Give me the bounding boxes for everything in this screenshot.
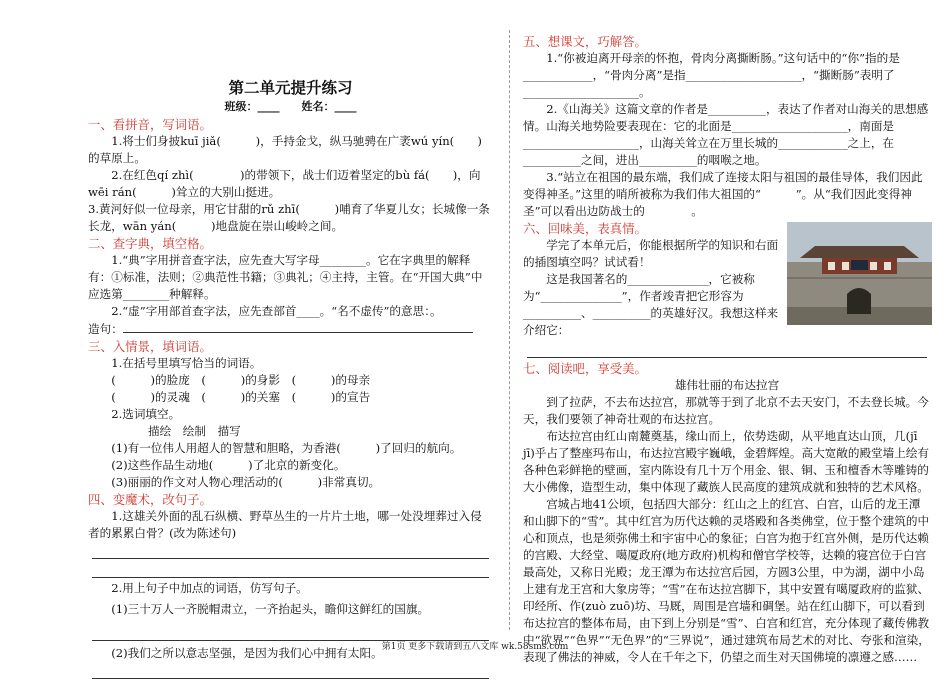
s2-sentence-label: 造句： xyxy=(88,322,123,336)
s4-answer-line-3[interactable] xyxy=(92,624,489,641)
reading-para-3: 宫城占地41公顷，包括四大部分：红山之上的红宫、白宫，山后的龙王潭和山脚下的“雪”。其中红宫为历代达赖的灵塔殿和各类佛堂，位于整个建筑的中心和顶点，也是须弥佛土和宇宙中心的象征；白宫为抱于红宫外侧，是历代达赖的宫殿、大经堂、噶厦政府(地方政府)机构和僧官学校等，达赖的寝宫位于白宫最高处，又称日光殿；龙王潭为布达拉宫后园，方圆3公里，中为湖，湖中小岛上建有龙王宫和大象房等；“雪”在布达拉宫脚下，其中安置有噶厦政府的监狱、印经所、作(zuò zuō)坊、马厩，周围是宫墙和碉堡。站在红山脚下，可以看到布达拉宫的整体布局，由下到上分别是“雪”、白宫和红宫，充分体现了藏传佛教中“欲界”“色界”“无色界”的“三界说”，通过建筑布局艺术的对比、夸张和渲染，表现了佛法的神威，令人在千年之下，仍望之而生对天国佛境的凛遵之感…… xyxy=(523,497,930,664)
s2-answer-blank[interactable] xyxy=(123,320,473,333)
reading-title: 雄伟壮丽的布达拉宫 xyxy=(674,378,780,392)
s3-word-choices: 描绘 绘制 描写 xyxy=(148,424,241,438)
s4-q2: (2)我们之所以意志坚强，是因为我们心中拥有太阳。 xyxy=(111,646,383,660)
s2-sentence-line[interactable] xyxy=(88,320,493,338)
s5-item-3: 3.“站立在祖国的最东端，我们成了连接太阳与祖国的最佳导体，我们因此变得神圣。”这里的哨所被称为我们伟大祖国的“ ”。从“我们因此变得神圣”可以看出边防战士的 。 xyxy=(523,170,923,218)
plaque xyxy=(851,260,868,270)
section-6-heading: 六、回味美，表真情。 xyxy=(523,221,647,236)
shanhaiguan-gate-image xyxy=(787,222,932,325)
s4-item-1: 1.这雄关外面的乱石纵横、野草丛生的一片片土地，哪一处没埋葬过入侵者的累累白骨？(改为陈述句) xyxy=(88,509,482,540)
s6-text-block xyxy=(523,237,781,339)
s3-item-2: 2.选词填空。 xyxy=(111,407,181,421)
s3-item-1: 1.在括号里填写恰当的词语。 xyxy=(111,356,262,370)
gate-arch xyxy=(847,288,871,314)
s2-item-1: 1.“典”字用拼音查字法，应先查大写字母________。它在字典里的解释有：①标准，法则；②典范性书籍；③典礼；④主持，主管。在“开国大典”中应选第________种解释。 xyxy=(88,253,483,301)
left-column xyxy=(88,0,493,681)
page-title: 第二单元提升练习 xyxy=(228,79,353,97)
s1-item-2: 2.在红色qí zhì( )的带领下，战士们迈着坚定的bù fá( )，向wēi rán( )耸立的大别山挺进。 xyxy=(88,168,481,199)
s6-fill: 这是我国著名的______________，它被称为“______________”，作者竣青把它形容为__________、__________的英雄好汉。我想这样来介绍它： xyxy=(523,272,779,337)
s3-q3: (3)丽丽的作文对人物心理活动的( )非常真切。 xyxy=(111,475,381,489)
s3-q2: (2)这些作品生动地( )了北京的新变化。 xyxy=(111,458,346,472)
gate-illustration xyxy=(787,222,932,325)
section-1-heading: 一、看拼音，写词语。 xyxy=(88,117,212,132)
s3-q1: (1)有一位伟人用超人的智慧和胆略，为香港( )了回归的航向。 xyxy=(111,441,462,455)
s3-row-2: ( )的灵魂 ( )的关塞 ( )的宣告 xyxy=(111,390,371,404)
roof xyxy=(800,246,919,258)
name-class-line: 班级：____ 姓名：____ xyxy=(224,100,357,113)
section-2-heading: 二、查字典，填空格。 xyxy=(88,236,212,251)
column-divider xyxy=(509,30,510,630)
reading-para-2: 布达拉宫由红山南麓奠基，缘山而上，依势迭砌，从平地直达山顶，几(jī jī)乎占了整座玛布山，布达拉宫殿宇巍峨，金碧辉煌。高大宽敞的殿堂墙上绘有各种色彩鲜艳的壁画，室内陈设有几十万个用金、银、铜、玉和檀香木等雕铸的大小佛像，造型生动，集中体现了藏族人民高度的建筑成就和独特的艺术风格。 xyxy=(523,429,930,494)
s4-answer-line-1[interactable] xyxy=(92,542,489,559)
s5-item-2: 2.《山海关》这篇文章的作者是__________，表达了作者对山海关的思想感情。山海关地势险要表现在：它的北面是____________________，南面是____________________，山海关耸立在万里长城的____________之上，在__________之间，进出__________的咽喉之地。 xyxy=(523,102,929,167)
s4-answer-line-4[interactable] xyxy=(92,662,489,679)
s6-answer-line[interactable] xyxy=(527,341,927,358)
section-7-heading: 七、阅读吧，享受美。 xyxy=(523,361,647,376)
s3-row-1: ( )的脸庞 ( )的身影 ( )的母亲 xyxy=(111,373,371,387)
wall-line xyxy=(787,277,932,279)
s4-answer-line-2[interactable] xyxy=(92,561,489,578)
s1-item-3: 3.黄河好似一位母亲，用它甘甜的rǔ zhī( )哺育了华夏儿女；长城像一条长龙，wān yán( )地盘旋在崇山峻岭之间。 xyxy=(88,202,490,233)
right-column xyxy=(523,0,931,666)
s4-q1: (1)三十万人一齐脱帽肃立，一齐抬起头，瞻仰这鲜红的国旗。 xyxy=(111,602,430,616)
reading-para-1: 到了拉萨，不去布达拉宫，那就等于到了北京不去天安门，不去登长城。今天，我们要领了神奇壮观的布达拉宫。 xyxy=(523,395,929,426)
section-4-heading: 四、变魔术，改句子。 xyxy=(88,492,212,507)
page-footer: 第1页 更多下载请到五八文库 wk.58sms.com xyxy=(381,642,569,652)
s5-item-1: 1.“你被迫离开母亲的怀抱，骨肉分离撕断肠。”这句话中的“你”指的是____________，“骨肉分离”是指____________________，“撕断肠”表明了____________________。 xyxy=(523,51,900,99)
s6-intro: 学完了本单元后，你能根据所学的知识和右面的插图填空吗？试试看！ xyxy=(523,238,779,269)
section-5-heading: 五、想课文，巧解答。 xyxy=(523,34,647,49)
section-3-heading: 三、入情景，填词语。 xyxy=(88,339,212,354)
s1-item-1: 1.将士们身披kuī jiǎ( )，手持金戈，纵马驰骋在广袤wú yín( )的草原上。 xyxy=(88,134,482,165)
s2-item-2: 2.“虚”字用部首查字法，应先查部首____。“名不虚传”的意思：。 xyxy=(111,304,442,318)
s4-item-2: 2.用上句子中加点的词语，仿写句子。 xyxy=(111,581,308,595)
